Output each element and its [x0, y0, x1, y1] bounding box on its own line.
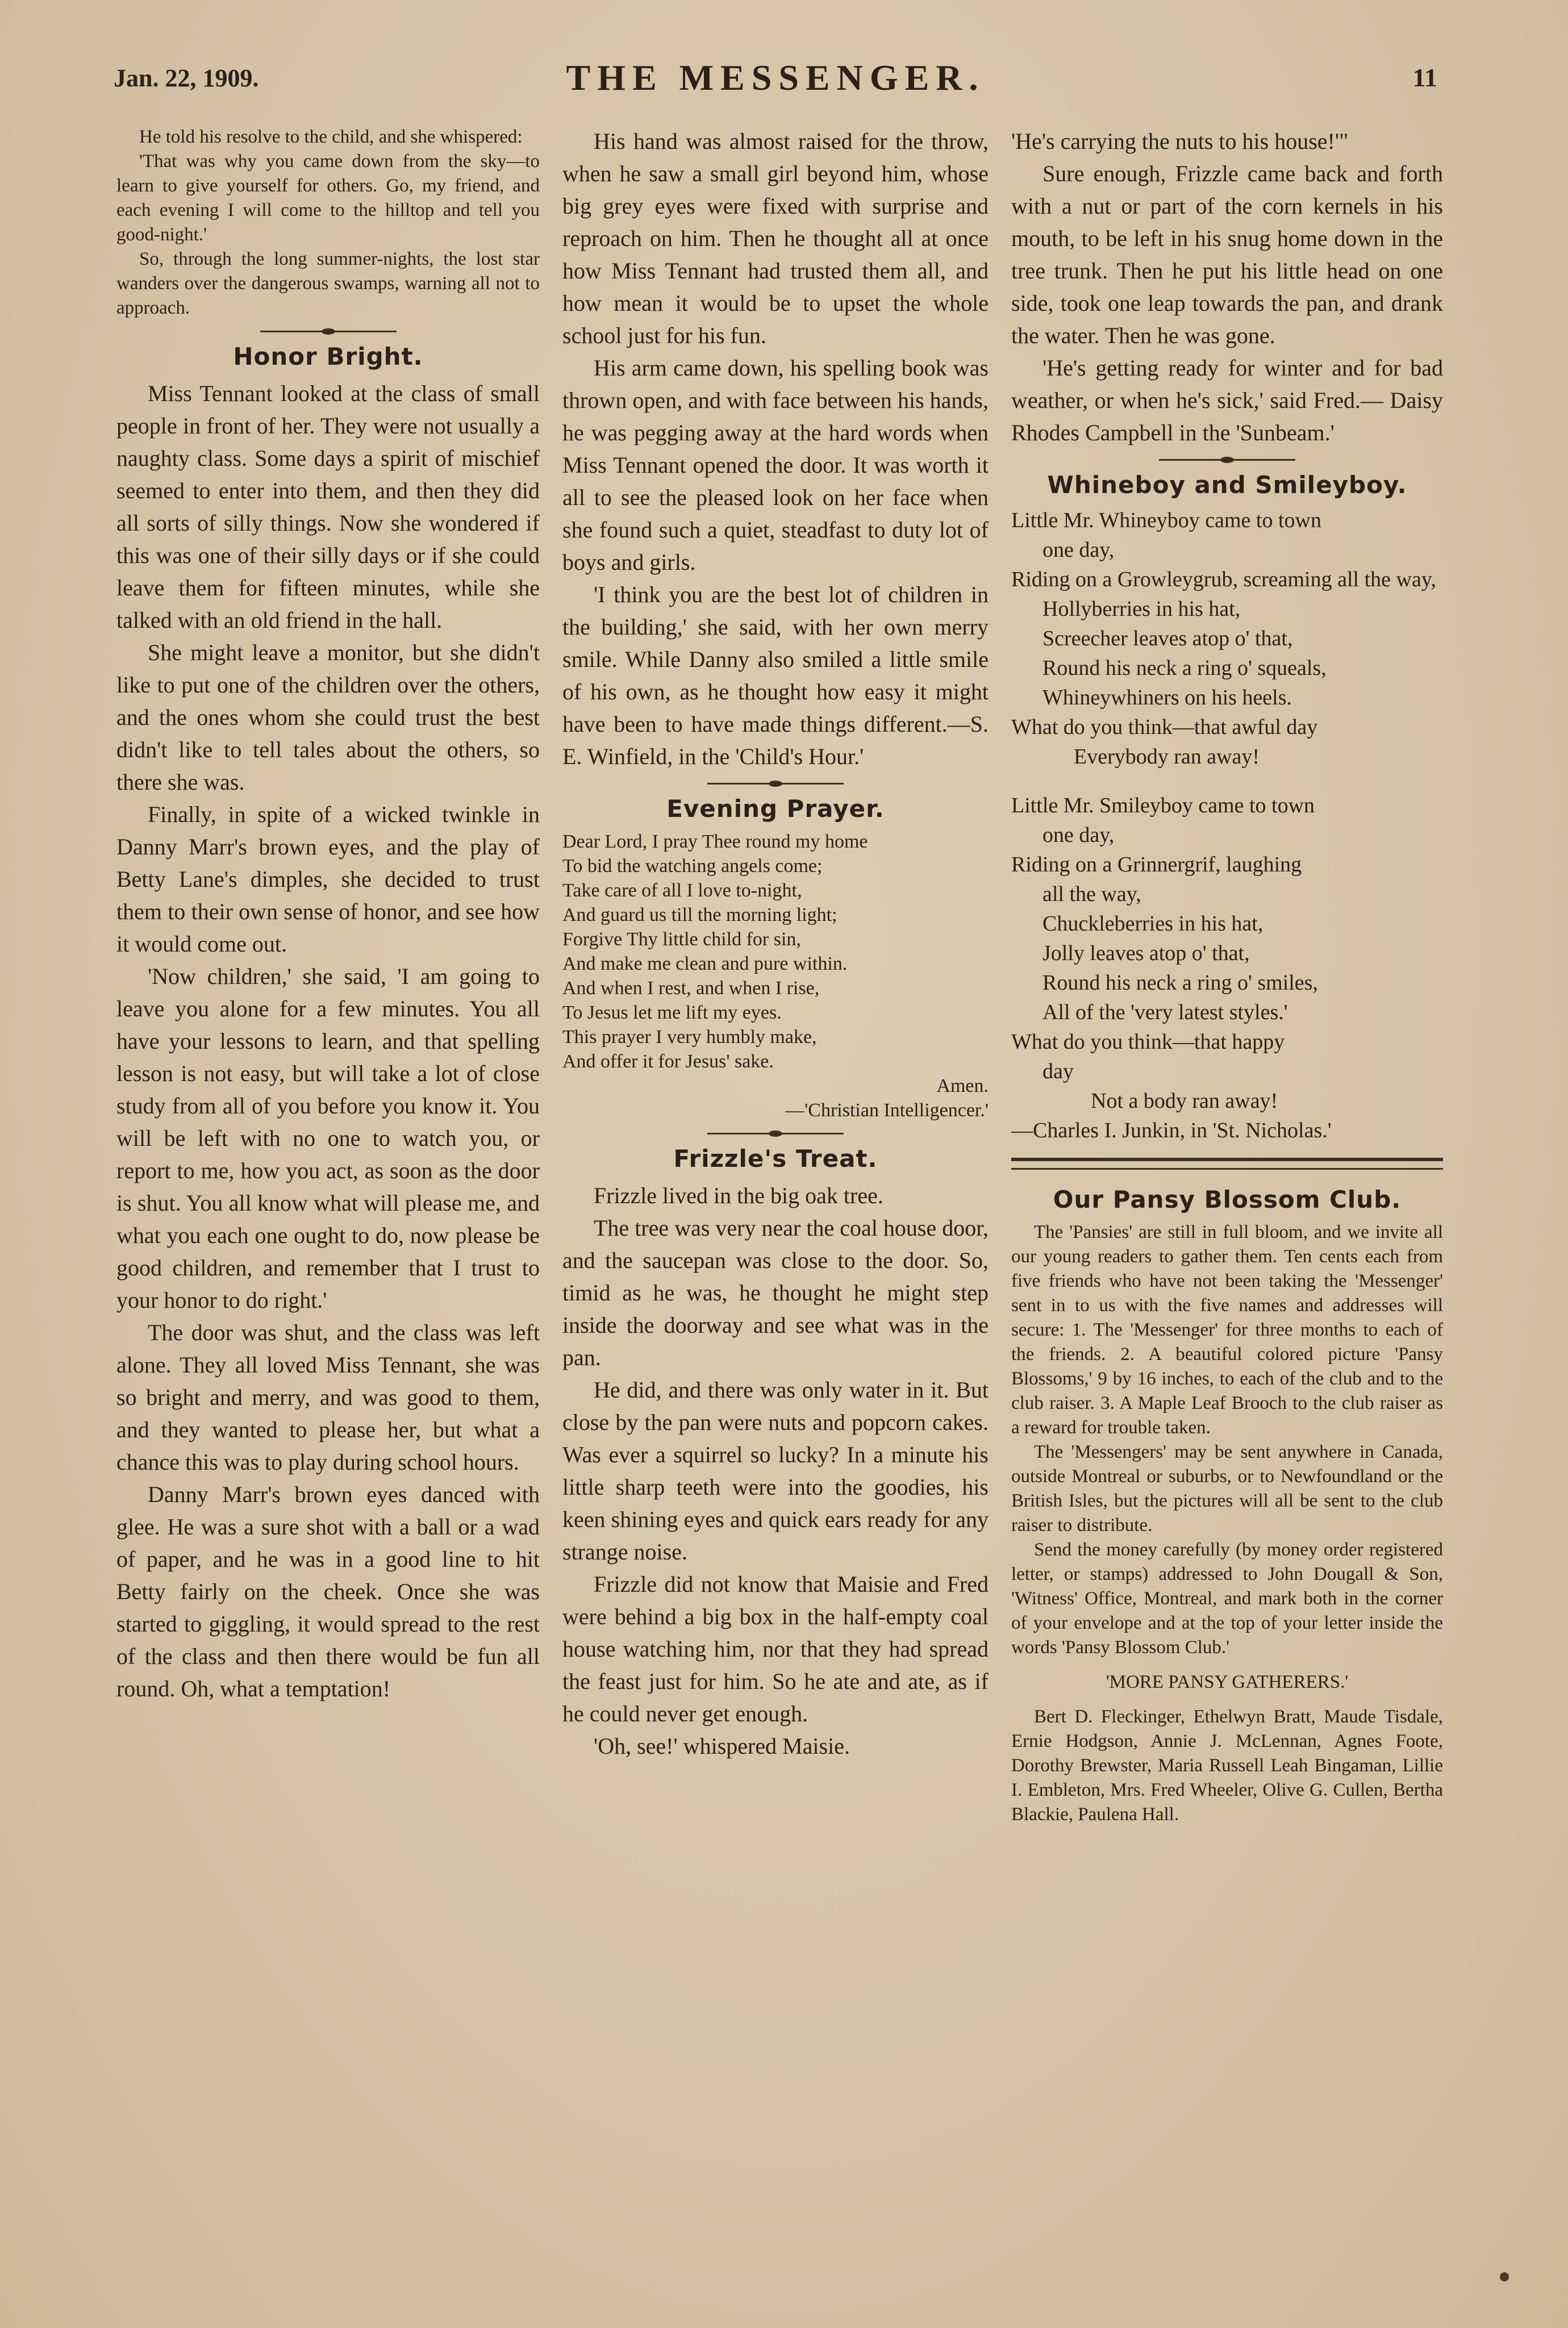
paragraph: The door was shut, and the class was left alone. They all loved Miss Tennant, she was so bright and merry, and was good to them, and they wanted to please her, but what a chance this was to play during school hours.: [116, 1320, 540, 1475]
poem-line: Little Mr. Whineyboy came to town: [1011, 508, 1321, 532]
poem-line: Round his neck a ring o' smiles,: [1042, 971, 1318, 995]
poem-line: Jolly leaves atop o' that,: [1042, 941, 1250, 965]
poem-line: Chuckleberries in his hat,: [1042, 912, 1263, 936]
paragraph: His hand was almost raised for the throw, when he saw a small girl beyond him, whose big grey eyes were fixed with surprise and reproach on him. Then he thought all at once how Miss Tennant had trusted them all, and how mean it would be to upset the whole school just for his fun.: [562, 128, 989, 348]
poem-line: one day,: [1042, 538, 1115, 562]
poem-source: —Charles I. Junkin, in 'St. Nicholas.': [1011, 1119, 1332, 1142]
pansy-club-notice: [1011, 1220, 1443, 1827]
column-3: [1011, 125, 1443, 1827]
prayer-source: —'Christian Intelligencer.': [785, 1100, 989, 1121]
poem-line: Round his neck a ring o' squeals,: [1042, 656, 1327, 680]
issue-date: Jan. 22, 1909.: [114, 64, 259, 92]
paragraph: 'I think you are the best lot of children in the building,' she said, with her own merry smile. While Danny also smiled a little smile of his own, as he thought how easy it might have been to have made things different.—S. E. Winfield, in the 'Child's Hour.': [562, 582, 989, 769]
paragraph: 'He's getting ready for winter and for bad weather, or when he's sick,' said Fred.— Daisy Rhodes Campbell in the 'Sunbeam.': [1011, 355, 1443, 445]
paragraph: The 'Messengers' may be sent anywhere in Canada, outside Montreal or suburbs, or to Newfoundland or the British Isles, but the pictures will all be sent to the club raiser to distribute.: [1011, 1442, 1443, 1536]
poem-line: What do you think—that awful day: [1011, 715, 1318, 739]
gatherers-heading: 'MORE PANSY GATHERERS.': [1106, 1672, 1349, 1692]
honor-bright-continued: [562, 125, 989, 773]
poem-line: Little Mr. Smileyboy came to town: [1011, 794, 1315, 817]
whineboy-smileyboy-poem: [1011, 506, 1443, 1145]
honor-bright-article: [116, 377, 540, 1705]
evening-prayer-poem: [562, 829, 989, 1123]
poem-line: all the way,: [1042, 882, 1141, 906]
article-heading-honor-bright: Honor Bright.: [233, 343, 423, 370]
gatherers-list: Bert D. Fleckinger, Ethelwyn Bratt, Maude Tisdale, Ernie Hodgson, Annie J. McLennan, Agnes Foote, Dorothy Brewster, Maria Russell Leah Bingaman, Lillie I. Embleton, Mrs. Fred Wheeler, Olive G. Cullen, Bertha Blackie, Paulena Hall.: [1011, 1707, 1443, 1825]
paragraph: The 'Pansies' are still in full bloom, and we invite all our young readers to gather them. Ten cents each from five friends who have not been taking the 'Messenger' sent in to us with the five names and addresses will secure: 1. The 'Messenger' for three months to each of the friends. 2. A beautiful colored picture 'Pansy Blossoms,' 9 by 16 inches, to each of the club and to the club raiser. 3. A Maple Leaf Brooch to the club raiser as a reward for trouble taken.: [1011, 1222, 1443, 1438]
section-divider: [260, 331, 397, 332]
poem-line: Forgive Thy little child for sin,: [562, 929, 801, 950]
poem-line: Dear Lord, I pray Thee round my home: [562, 831, 868, 852]
paragraph: His arm came down, his spelling book was thrown open, and with face between his hands, he was pegging away at the hard words when Miss Tennant opened the door. It was worth it all to see the pleased look on her face when she found such a quiet, steadfast to duty lot of boys and girls.: [562, 355, 989, 575]
poem-line: Hollyberries in his hat,: [1042, 597, 1241, 621]
poem-line: To bid the watching angels come;: [562, 856, 823, 877]
poem-line: Whineywhiners on his heels.: [1042, 686, 1292, 710]
paragraph: 'Now children,' she said, 'I am going to leave you alone for a few minutes. You all have your lessons to learn, and that spelling lesson is not easy, but will take a lot of close study from all of you before you know it. You will be left with no one to watch you, or report to me, how you act, as soon as the door is shut. You all know what will please me, and what you each one ought to do, now please be good children, and remember that I trust to your honor to do right.': [116, 963, 540, 1313]
poem-line: Screecher leaves atop o' that,: [1042, 627, 1293, 650]
article-heading-pansy-club: Our Pansy Blossom Club.: [1053, 1186, 1402, 1213]
frizzles-treat-article: [562, 1179, 989, 1762]
prayer-amen: Amen.: [936, 1075, 989, 1096]
masthead-title: THE MESSENGER.: [566, 57, 985, 98]
article-heading-whineboy-smileyboy: Whineboy and Smileyboy.: [1047, 471, 1407, 499]
paragraph: He did, and there was only water in it. But close by the pan were nuts and popcorn cakes. Was ever a squirrel so lucky? In a minute his little sharp teeth were into the goodies, his keen shining eyes and quick ears ready for any strange noise.: [562, 1377, 989, 1564]
column-1: [116, 125, 540, 1705]
section-divider: [707, 783, 844, 785]
poem-line: Riding on a Growleygrub, screaming all the way,: [1011, 568, 1436, 591]
poem-line: And when I rest, and when I rise,: [562, 978, 820, 999]
paragraph: Send the money carefully (by money order registered letter, or stamps) addressed to John Dougall & Son, 'Witness' Office, Montreal, and mark both in the corner of your envelope and at the top of your letter inside the words 'Pansy Blossom Club.': [1011, 1540, 1443, 1658]
article-heading-frizzles-treat: Frizzle's Treat.: [673, 1145, 878, 1173]
poem-line: To Jesus let me lift my eyes.: [562, 1002, 782, 1023]
paragraph: Danny Marr's brown eyes danced with glee. He was a sure shot with a ball or a wad of paper, and he was in a good line to hit Betty fairly on the cheek. Once she was started to giggling, it would spread to the rest of the class and then there would be fun all round. Oh, what a temptation!: [116, 1482, 540, 1701]
paragraph: So, through the long summer-nights, the lost star wanders over the dangerous swamps, warning all not to approach.: [116, 249, 540, 318]
poem-line: And guard us till the morning light;: [562, 904, 837, 925]
page-number: 11: [1412, 63, 1437, 92]
paragraph: He told his resolve to the child, and she whispered:: [139, 127, 523, 147]
poem-line: Everybody ran away!: [1074, 745, 1260, 769]
paragraph: She might leave a monitor, but she didn't like to put one of the children over the others, and the ones whom she could trust the best didn't like to tell tales about the others, so there she was.: [116, 640, 540, 795]
paragraph: Finally, in spite of a wicked twinkle in Danny Marr's brown eyes, and the play of Betty Lane's dimples, she decided to trust them to their own sense of honor, and see how it would come out.: [116, 802, 540, 957]
poem-line: one day,: [1042, 823, 1115, 847]
paragraph: The tree was very near the coal house door, and the saucepan was close to the door. So, timid as he was, he thought he might step inside the doorway and see what was in the pan.: [562, 1215, 989, 1370]
poem-line: All of the 'very latest styles.': [1042, 1000, 1288, 1024]
poem-line: Not a body ran away!: [1091, 1089, 1278, 1113]
section-divider-double: [1011, 1158, 1443, 1170]
column-2: [562, 125, 989, 1762]
page-header: [114, 57, 1437, 108]
paragraph: Sure enough, Frizzle came back and forth with a nut or part of the corn kernels in his mouth, to be left in his snug home down in the tree trunk. Then he put his little head on one side, took one leap towards the pan, and drank the water. Then he was gone.: [1011, 161, 1443, 348]
poem-line: What do you think—that happy: [1011, 1030, 1285, 1054]
section-divider: [1159, 459, 1295, 461]
paragraph: Frizzle did not know that Maisie and Fred were behind a big box in the half-empty coal house watching him, nor that they had spread the feast just for him. So he ate and ate, as if he could never get enough.: [562, 1571, 989, 1726]
frizzles-treat-continued: [1011, 125, 1443, 449]
article-heading-evening-prayer: Evening Prayer.: [666, 795, 885, 823]
paragraph: 'Oh, see!' whispered Maisie.: [594, 1733, 850, 1759]
ink-spot: [1500, 2272, 1509, 2281]
poem-line: day: [1042, 1059, 1074, 1083]
poem-line: Take care of all I love to-night,: [562, 880, 802, 901]
poem-line: And make me clean and pure within.: [562, 953, 848, 974]
paragraph: 'He's carrying the nuts to his house!'": [1011, 128, 1349, 154]
section-divider: [707, 1133, 844, 1134]
poem-line: This prayer I very humbly make,: [562, 1027, 817, 1048]
paragraph: 'That was why you came down from the sky—to learn to give yourself for others. Go, my friend, and each evening I will come to the hilltop and tell you good-night.': [116, 151, 540, 245]
poem-line: Riding on a Grinnergrif, laughing: [1011, 853, 1302, 877]
paragraph: Frizzle lived in the big oak tree.: [594, 1183, 883, 1208]
poem-line: And offer it for Jesus' sake.: [562, 1051, 774, 1072]
star-story-ending: [116, 125, 540, 320]
paragraph: Miss Tennant looked at the class of small people in front of her. They were not usually a naughty class. Some days a spirit of mischief seemed to enter into them, and then they did all sorts of silly things. Now she wondered if this was one of their silly days or if she could leave them for fifteen minutes, while she talked with an old friend in the hall.: [116, 381, 540, 633]
